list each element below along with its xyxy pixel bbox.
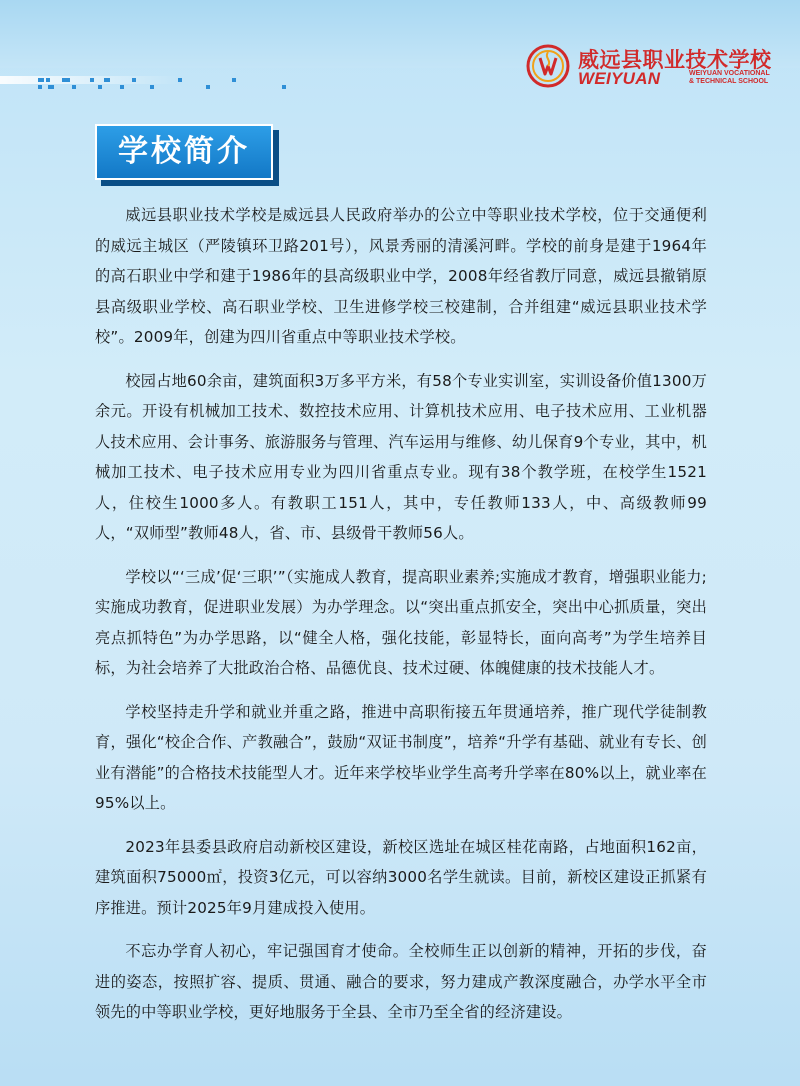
- decorative-dot: [90, 78, 94, 82]
- paragraph-pathway: 学校坚持走升学和就业并重之路，推进中高职衔接五年贯通培养，推广现代学徒制教育，强化“校企合作、产教融合”，鼓励“双证书制度”，培养“升学有基础、就业有专长、创业有潜能”的合格技术技能型人才。近年来学校毕业学生高考升学率在80%以上，就业率在95%以上。: [95, 702, 707, 812]
- paragraph-mission: 不忘办学育人初心，牢记强国育才使命。全校师生正以创新的精神，开拓的步伐，奋进的姿态，按照扩容、提质、贯通、融合的要求，努力建成产教深度融合，办学水平全市领先的中等职业学校，更好地服务于全县、全市乃至全省的经济建设。: [95, 942, 707, 1021]
- decorative-dot: [132, 78, 136, 82]
- logo-chinese-name: 威远县职业技术学校: [578, 48, 772, 72]
- decorative-dots: [0, 70, 400, 96]
- decorative-dot: [120, 85, 124, 89]
- decorative-dot: [38, 85, 42, 89]
- decorative-dot: [48, 85, 54, 89]
- decorative-dot: [178, 78, 182, 82]
- decorative-dot: [38, 78, 44, 82]
- paragraph-campus: 校园占地60余亩，建筑面积3万多平方米，有58个专业实训室，实训设备价值1300万余元。开设有机械加工技术、数控技术应用、计算机技术应用、电子技术应用、工业机器人技术应用、会计事务、旅游服务与管理、汽车运用与维修、幼儿保育9个专业，其中，机械加工技术、电子技术应用专业为四川省重点专业。现有38个教学班，在校学生1521人，住校生1000多人。有教职工151人，其中，专任教师133人，中、高级教师99人，“双师型”教师48人，省、市、县级骨干教师56人。: [95, 371, 707, 542]
- decorative-dot: [232, 78, 236, 82]
- paragraph-philosophy: 学校以“‘三成’促‘三职’”（实施成人教育，提高职业素养;实施成才教育，增强职业能力;实施成功教育，促进职业发展）为办学理念。以“突出重点抓安全，突出中心抓质量，突出亮点抓特色”为办学思路，以“健全人格，强化技能，彰显特长，面向高考”为学生培养目标，为社会培养了大批政治合格、品德优良、技术过硬、体魄健康的技术技能人才。: [95, 567, 707, 677]
- school-emblem-icon: [526, 44, 570, 88]
- decorative-dot: [98, 85, 102, 89]
- article-body: [95, 200, 707, 1041]
- logo-english-subtitle-line2: & TECHNICAL SCHOOL: [689, 78, 769, 85]
- paragraph-intro: 威远县职业技术学校是威远县人民政府举办的公立中等职业技术学校，位于交通便利的威远主城区（严陵镇环卫路201号），风景秀丽的清溪河畔。学校的前身是建于1964年的高石职业中学和建于1986年的县高级职业中学，2008年经省教厅同意，威远县撤销原县高级职业学校、高石职业学校、卫生进修学校三校建制，合并组建“威远县职业技术学校”。2009年，创建为四川省重点中等职业技术学校。: [95, 206, 707, 346]
- logo-english-subtitle: [689, 70, 799, 86]
- paragraph-new-campus: 2023年县委县政府启动新校区建设，新校区选址在城区桂花南路，占地面积162亩，建筑面积75000㎡，投资3亿元，可以容纳3000名学生就读。目前，新校区建设正抓紧有序推进。预计2025年9月建成投入使用。: [95, 837, 707, 917]
- decorative-dot: [104, 78, 110, 82]
- section-title: 学校简介: [118, 134, 250, 169]
- decorative-dot: [46, 78, 50, 82]
- logo-english-subtitle-line1: WEIYUAN VOCATIONAL: [689, 70, 770, 77]
- decorative-dot: [62, 78, 70, 82]
- section-title-box: [95, 124, 275, 184]
- decorative-dot: [72, 85, 76, 89]
- school-logo: [526, 44, 790, 90]
- decorative-dot: [206, 85, 210, 89]
- logo-english-name: WEIYUAN: [578, 69, 661, 88]
- decorative-dot: [150, 85, 154, 89]
- decorative-dot: [282, 85, 286, 89]
